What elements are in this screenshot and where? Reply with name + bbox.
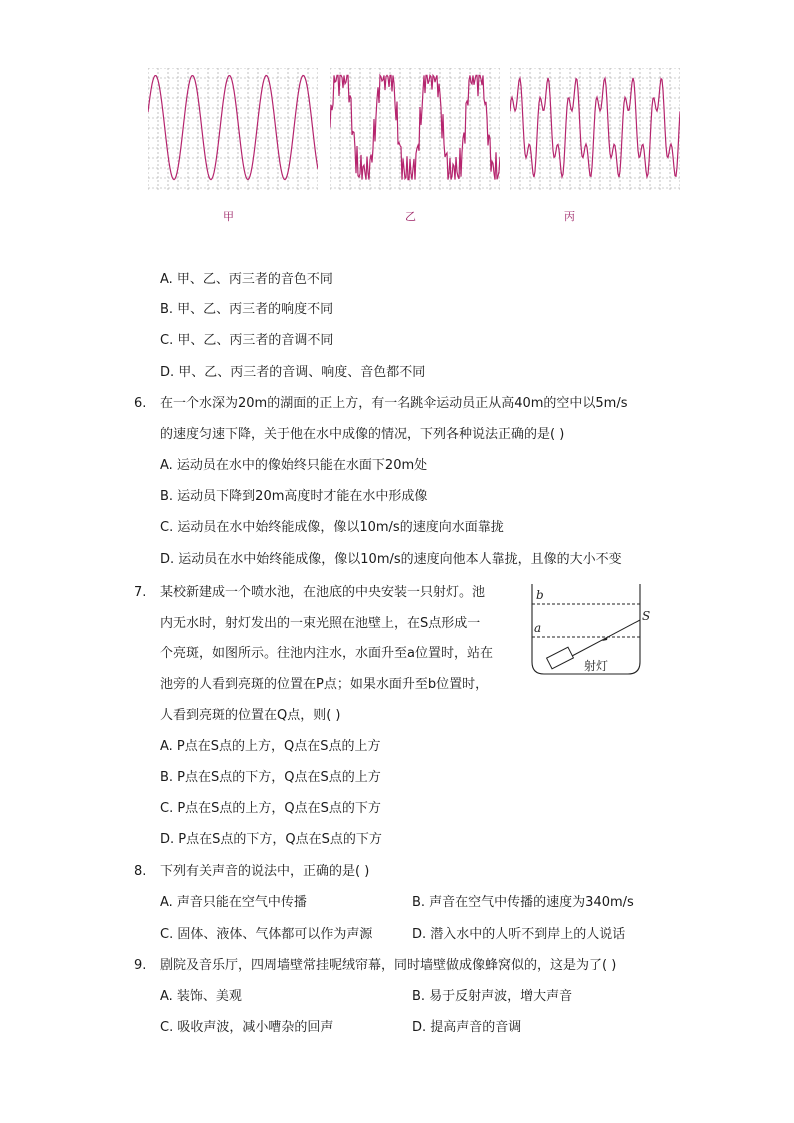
q9-stem: 剧院及音乐厅，四周墙壁常挂呢绒帘幕，同时墙壁做成像蜂窝似的，这是为了( ): [160, 958, 617, 973]
q9-option-c[interactable]: C. 吸收声波，减小嘈杂的回声: [160, 1020, 334, 1035]
q7-option-d[interactable]: D. P点在S点的下方，Q点在S点的下方: [160, 832, 382, 847]
q5-option-b[interactable]: B. 甲、乙、丙三者的响度不同: [160, 302, 334, 317]
waveform-yi: [330, 68, 500, 192]
q6-option-c[interactable]: C. 运动员在水中始终能成像，像以10m/s的速度向水面靠拢: [160, 520, 504, 535]
waveform-label-yi: 乙: [405, 210, 416, 223]
q7-stem-line4: 池旁的人看到亮斑的位置在P点；如果水面升至b位置时，: [160, 677, 489, 692]
q6-option-a[interactable]: A. 运动员在水中的像始终只能在水面下20m处: [160, 458, 428, 473]
waveform-label-jia: 甲: [223, 210, 234, 223]
q9-option-d[interactable]: D. 提高声音的音调: [412, 1020, 522, 1035]
q6-stem-line1: 在一个水深为20m的湖面的正上方，有一名跳伞运动员正从高40m的空中以5m/s: [160, 396, 628, 411]
q7-stem-line2: 内无水时，射灯发出的一束光照在池壁上，在S点形成一: [160, 616, 481, 631]
q7-option-a[interactable]: A. P点在S点的上方，Q点在S点的上方: [160, 739, 381, 754]
q9-number: 9.: [134, 958, 147, 973]
label-b: b: [536, 588, 544, 602]
waveform-jia: [148, 68, 318, 192]
q8-option-c[interactable]: C. 固体、液体、气体都可以作为声源: [160, 927, 373, 942]
q6-option-d[interactable]: D. 运动员在水中始终能成像，像以10m/s的速度向他本人靠拢，且像的大小不变: [160, 552, 622, 567]
label-lamp: 射灯: [584, 659, 609, 673]
q7-pool-figure: [528, 582, 658, 678]
waveform-line: [148, 76, 318, 180]
waveform-bing: [510, 68, 680, 192]
q5-option-a[interactable]: A. 甲、乙、丙三者的音色不同: [160, 272, 333, 287]
q7-stem-line1: 某校新建成一个喷水池，在池底的中央安装一只射灯。池: [160, 585, 486, 600]
q8-option-a[interactable]: A. 声音只能在空气中传播: [160, 895, 307, 910]
q5-option-c[interactable]: C. 甲、乙、丙三者的音调不同: [160, 333, 334, 348]
q9-option-b[interactable]: B. 易于反射声波，增大声音: [412, 989, 573, 1004]
q8-number: 8.: [134, 864, 147, 879]
q8-option-b[interactable]: B. 声音在空气中传播的速度为340m/s: [412, 895, 634, 910]
q6-stem-line2: 的速度匀速下降，关于他在水中成像的情况，下列各种说法正确的是( ): [160, 427, 565, 442]
q7-stem-line3: 个亮斑，如图所示。往池内注水，水面升至a位置时，站在: [160, 646, 493, 661]
lamp: [547, 647, 574, 669]
q7-stem-line5: 人看到亮斑的位置在Q点，则( ): [160, 708, 341, 723]
label-a: a: [534, 621, 542, 635]
q8-stem: 下列有关声音的说法中，正确的是( ): [160, 864, 370, 879]
label-s: S: [642, 609, 651, 623]
q7-option-c[interactable]: C. P点在S点的上方，Q点在S点的下方: [160, 801, 381, 816]
q6-number: 6.: [134, 396, 147, 411]
waveform-label-bing: 丙: [564, 210, 575, 223]
q7-option-b[interactable]: B. P点在S点的下方，Q点在S点的上方: [160, 770, 381, 785]
waveform-line: [330, 75, 500, 179]
q5-option-d[interactable]: D. 甲、乙、丙三者的音调、响度、音色都不同: [160, 365, 426, 380]
q6-option-b[interactable]: B. 运动员下降到20m高度时才能在水中形成像: [160, 489, 428, 504]
waveform-line: [510, 78, 680, 177]
q9-option-a[interactable]: A. 装饰、美观: [160, 989, 242, 1004]
q8-option-d[interactable]: D. 潜入水中的人听不到岸上的人说话: [412, 927, 626, 942]
q7-number: 7.: [134, 585, 147, 600]
